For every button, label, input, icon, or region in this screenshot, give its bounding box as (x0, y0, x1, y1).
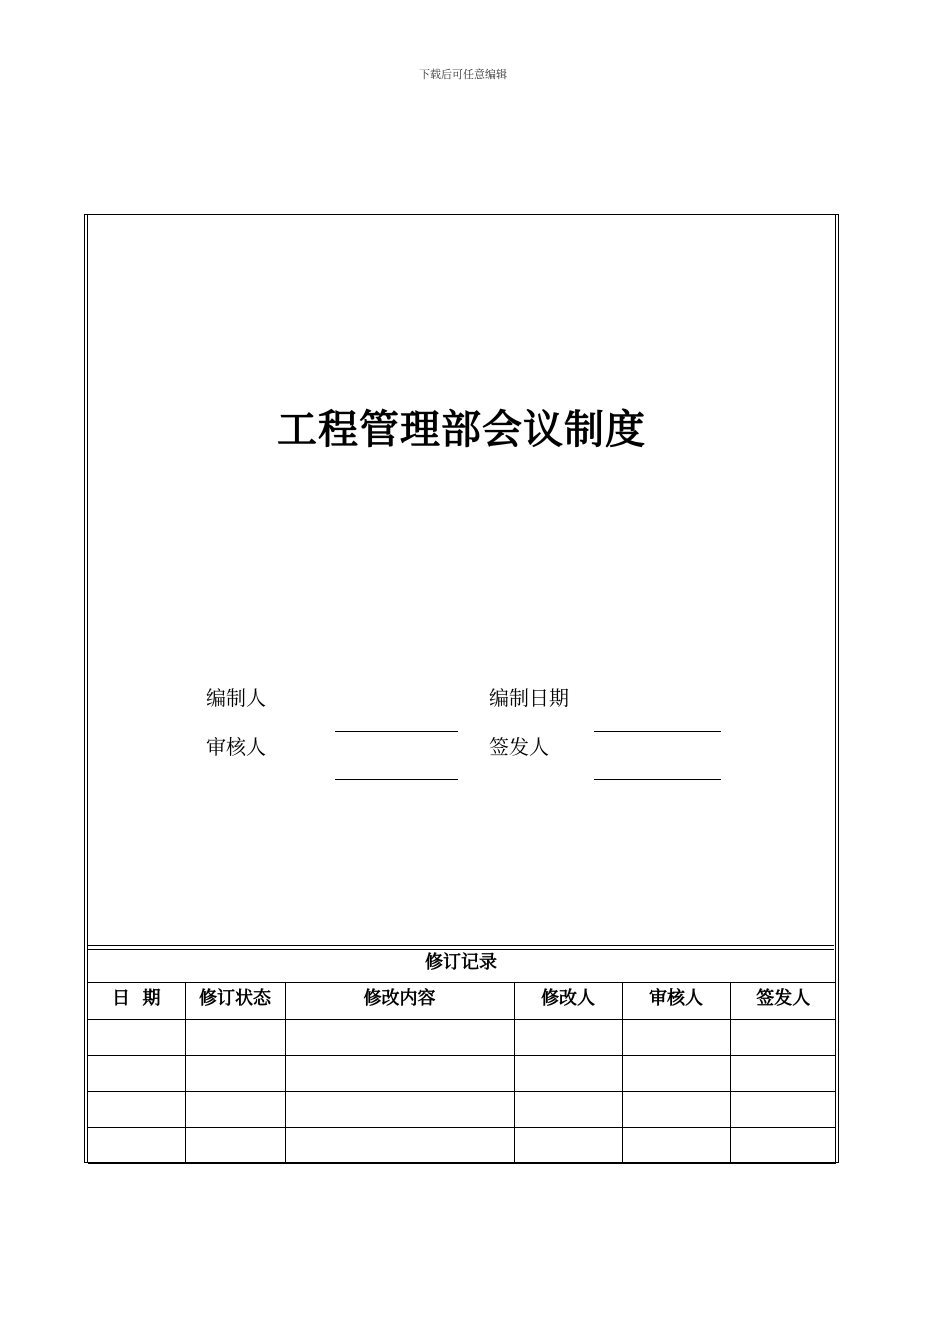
table-cell[interactable] (514, 1020, 622, 1056)
table-cell[interactable] (730, 1020, 836, 1056)
table-cell[interactable] (185, 1020, 285, 1056)
table-cell[interactable] (285, 1128, 514, 1164)
page-header: 下载后可任意编辑 (419, 68, 507, 81)
table-cell[interactable] (622, 1128, 730, 1164)
table-row (88, 1128, 836, 1164)
table-cell[interactable] (514, 1092, 622, 1128)
document-title: 工程管理部会议制度 (277, 407, 646, 453)
reviewer-label: 审核人 (206, 735, 266, 759)
table-cell[interactable] (514, 1056, 622, 1092)
table-cell[interactable] (88, 1020, 185, 1056)
table-cell[interactable] (285, 1020, 514, 1056)
column-header-date: 日 期 (88, 983, 185, 1020)
issuer-label: 签发人 (489, 735, 549, 759)
table-cell[interactable] (514, 1128, 622, 1164)
column-header-change-content: 修改内容 (285, 983, 514, 1020)
compile-date-line (594, 731, 721, 732)
table-row (88, 1092, 836, 1128)
table-cell[interactable] (88, 1056, 185, 1092)
table-cell[interactable] (185, 1056, 285, 1092)
compiler-label: 编制人 (206, 686, 266, 710)
section-divider-top (88, 945, 834, 946)
table-header-row (88, 983, 836, 1020)
compiler-signature-line (335, 731, 458, 732)
table-cell[interactable] (622, 1020, 730, 1056)
table-cell[interactable] (88, 1092, 185, 1128)
column-header-issuer: 签发人 (730, 983, 836, 1020)
table-cell[interactable] (730, 1056, 836, 1092)
revision-record-title: 修订记录 (425, 952, 497, 973)
issuer-signature-line (594, 779, 721, 780)
table-cell[interactable] (185, 1092, 285, 1128)
table-cell[interactable] (88, 1128, 185, 1164)
table-cell[interactable] (622, 1092, 730, 1128)
reviewer-signature-line (335, 779, 458, 780)
table-cell[interactable] (730, 1128, 836, 1164)
table-cell[interactable] (730, 1092, 836, 1128)
table-cell[interactable] (185, 1128, 285, 1164)
column-header-revision-status: 修订状态 (185, 983, 285, 1020)
column-header-modifier: 修改人 (514, 983, 622, 1020)
table-row (88, 1020, 836, 1056)
column-header-reviewer: 审核人 (622, 983, 730, 1020)
table-row (88, 1056, 836, 1092)
compile-date-label: 编制日期 (489, 686, 569, 710)
table-cell[interactable] (622, 1056, 730, 1092)
revision-record-table (88, 982, 836, 1164)
table-cell[interactable] (285, 1056, 514, 1092)
table-cell[interactable] (285, 1092, 514, 1128)
